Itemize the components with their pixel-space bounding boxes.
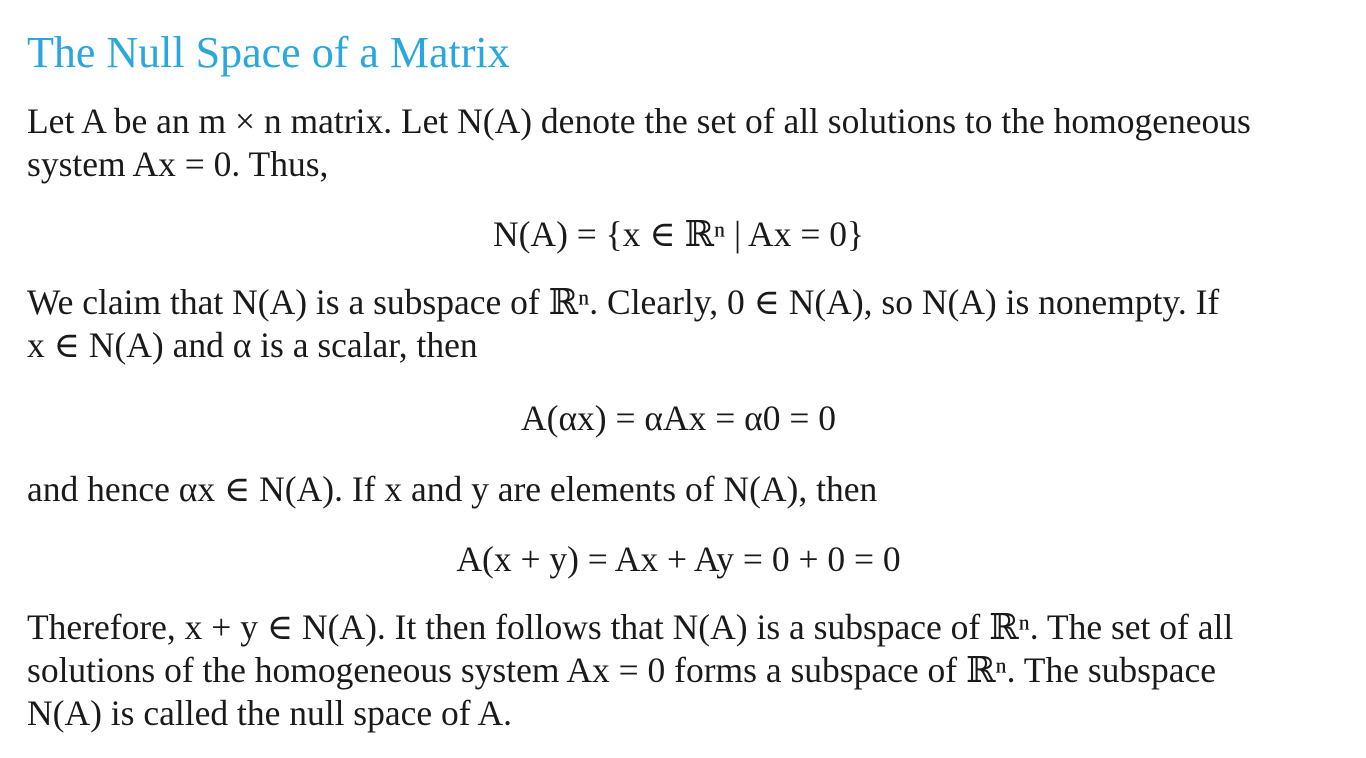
text-line: N(A) is called the null space of A.: [27, 693, 513, 733]
equation-additive-closure: A(x + y) = Ax + Ay = 0 + 0 = 0: [456, 539, 901, 579]
paragraph-addition: [27, 468, 1330, 511]
text-line: Let A be an m × n matrix. Let N(A) denote the set of all solutions to the homogeneous: [27, 101, 1251, 141]
section-title: The Null Space of a Matrix: [27, 28, 510, 77]
paragraph-claim: [27, 281, 1330, 367]
text-line: system Ax = 0. Thus,: [27, 144, 329, 184]
text-line: Therefore, x + y ∈ N(A). It then follows that N(A) is a subspace of ℝⁿ. The set of all: [27, 607, 1234, 647]
text-line: We claim that N(A) is a subspace of ℝⁿ. Clearly, 0 ∈ N(A), so N(A) is nonempty. If: [27, 282, 1220, 322]
paragraph-conclusion: [27, 606, 1330, 735]
text-line: solutions of the homogeneous system Ax = 0 forms a subspace of ℝⁿ. The subspace: [27, 650, 1216, 690]
equation-null-space-definition: N(A) = {x ∈ ℝⁿ | Ax = 0}: [492, 214, 865, 254]
paragraph-definition: [27, 100, 1330, 186]
text-line: x ∈ N(A) and α is a scalar, then: [27, 325, 478, 365]
text-line: and hence αx ∈ N(A). If x and y are elements of N(A), then: [27, 469, 878, 509]
equation-scalar-closure: A(αx) = αAx = α0 = 0: [520, 398, 837, 438]
